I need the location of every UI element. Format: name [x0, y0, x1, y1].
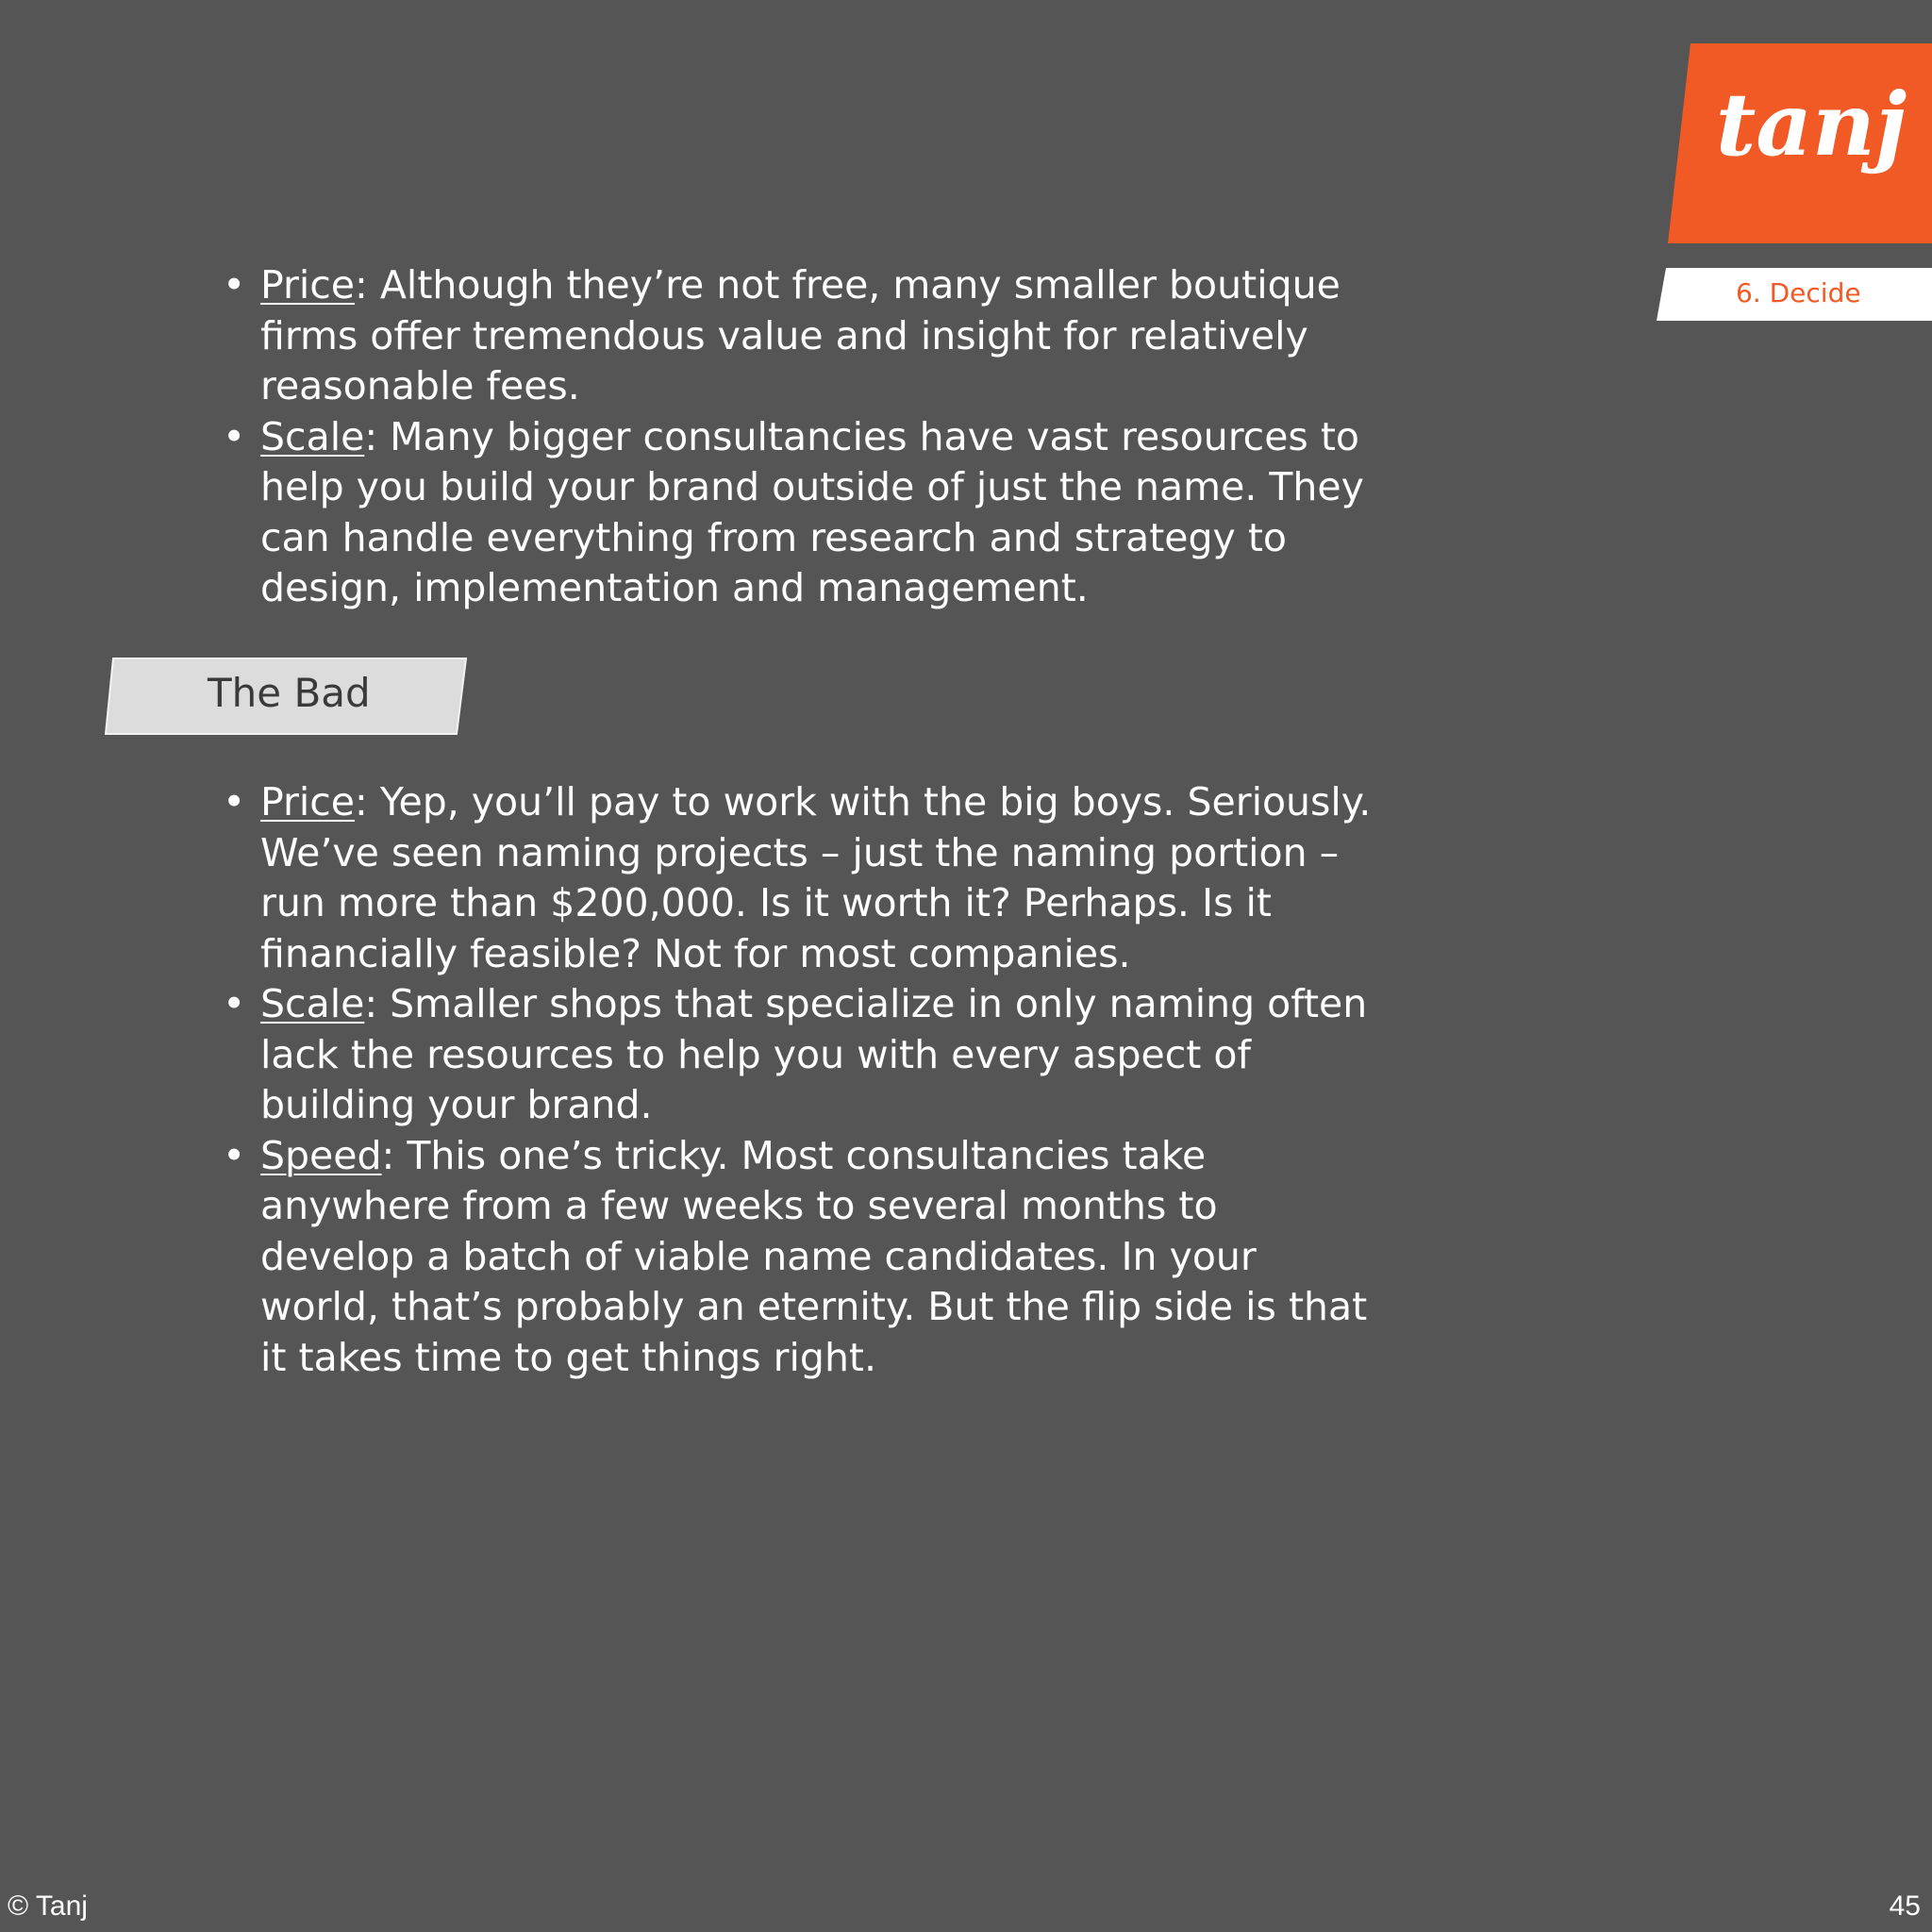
list-item: [223, 1131, 1383, 1384]
item-text: : Yep, you’ll pay to work with the big boys. Seriously. We’ve seen naming projects – just the naming portion – run more than $200,000. Is it worth it? Perhaps. Is it financially feasible? Not for most companies.: [260, 779, 1372, 976]
section-tag: [1657, 268, 1932, 321]
bullet-dot: •: [223, 779, 246, 824]
item-term: Speed: [260, 1132, 382, 1178]
item-term: Scale: [260, 981, 365, 1026]
list-item: [223, 979, 1383, 1131]
item-text: : Many bigger consultancies have vast resources to help you build your brand outside of just the name. They can handle everything from research and strategy to design, implementation and management.: [260, 413, 1364, 610]
item-text: : Smaller shops that specialize in only naming often lack the resources to help you with every aspect of building your brand.: [260, 981, 1368, 1127]
bad-heading: The Bad: [208, 670, 371, 716]
list-item: [223, 260, 1383, 412]
item-text: : Although they’re not free, many smaller boutique firms offer tremendous value and insight for relatively reasonable fees.: [260, 262, 1341, 408]
bad-list: [223, 777, 1383, 1383]
section-label: 6. Decide: [1736, 277, 1861, 308]
item-term: Price: [260, 779, 356, 824]
logo-badge: [1668, 43, 1932, 243]
copyright-notice: © Tanj: [8, 1890, 88, 1922]
list-item: [223, 412, 1383, 614]
bullet-dot: •: [223, 413, 246, 459]
logo-tab: [1668, 43, 1932, 243]
bullet-dot: •: [223, 262, 246, 308]
logo-text: tanj: [1715, 74, 1907, 175]
bullet-dot: •: [223, 981, 246, 1026]
bullet-dot: •: [223, 1132, 246, 1178]
page-number: 45: [1889, 1890, 1921, 1922]
item-text: : This one’s tricky. Most consultancies take anywhere from a few weeks to several months to develop a batch of viable name candidates. In your world, that’s probably an eternity. But the flip side is that it takes time to get things right.: [260, 1132, 1368, 1380]
item-term: Scale: [260, 413, 365, 459]
list-item: [223, 777, 1383, 979]
bad-heading-banner: [104, 657, 468, 736]
good-list: [223, 260, 1383, 614]
item-term: Price: [260, 262, 356, 308]
